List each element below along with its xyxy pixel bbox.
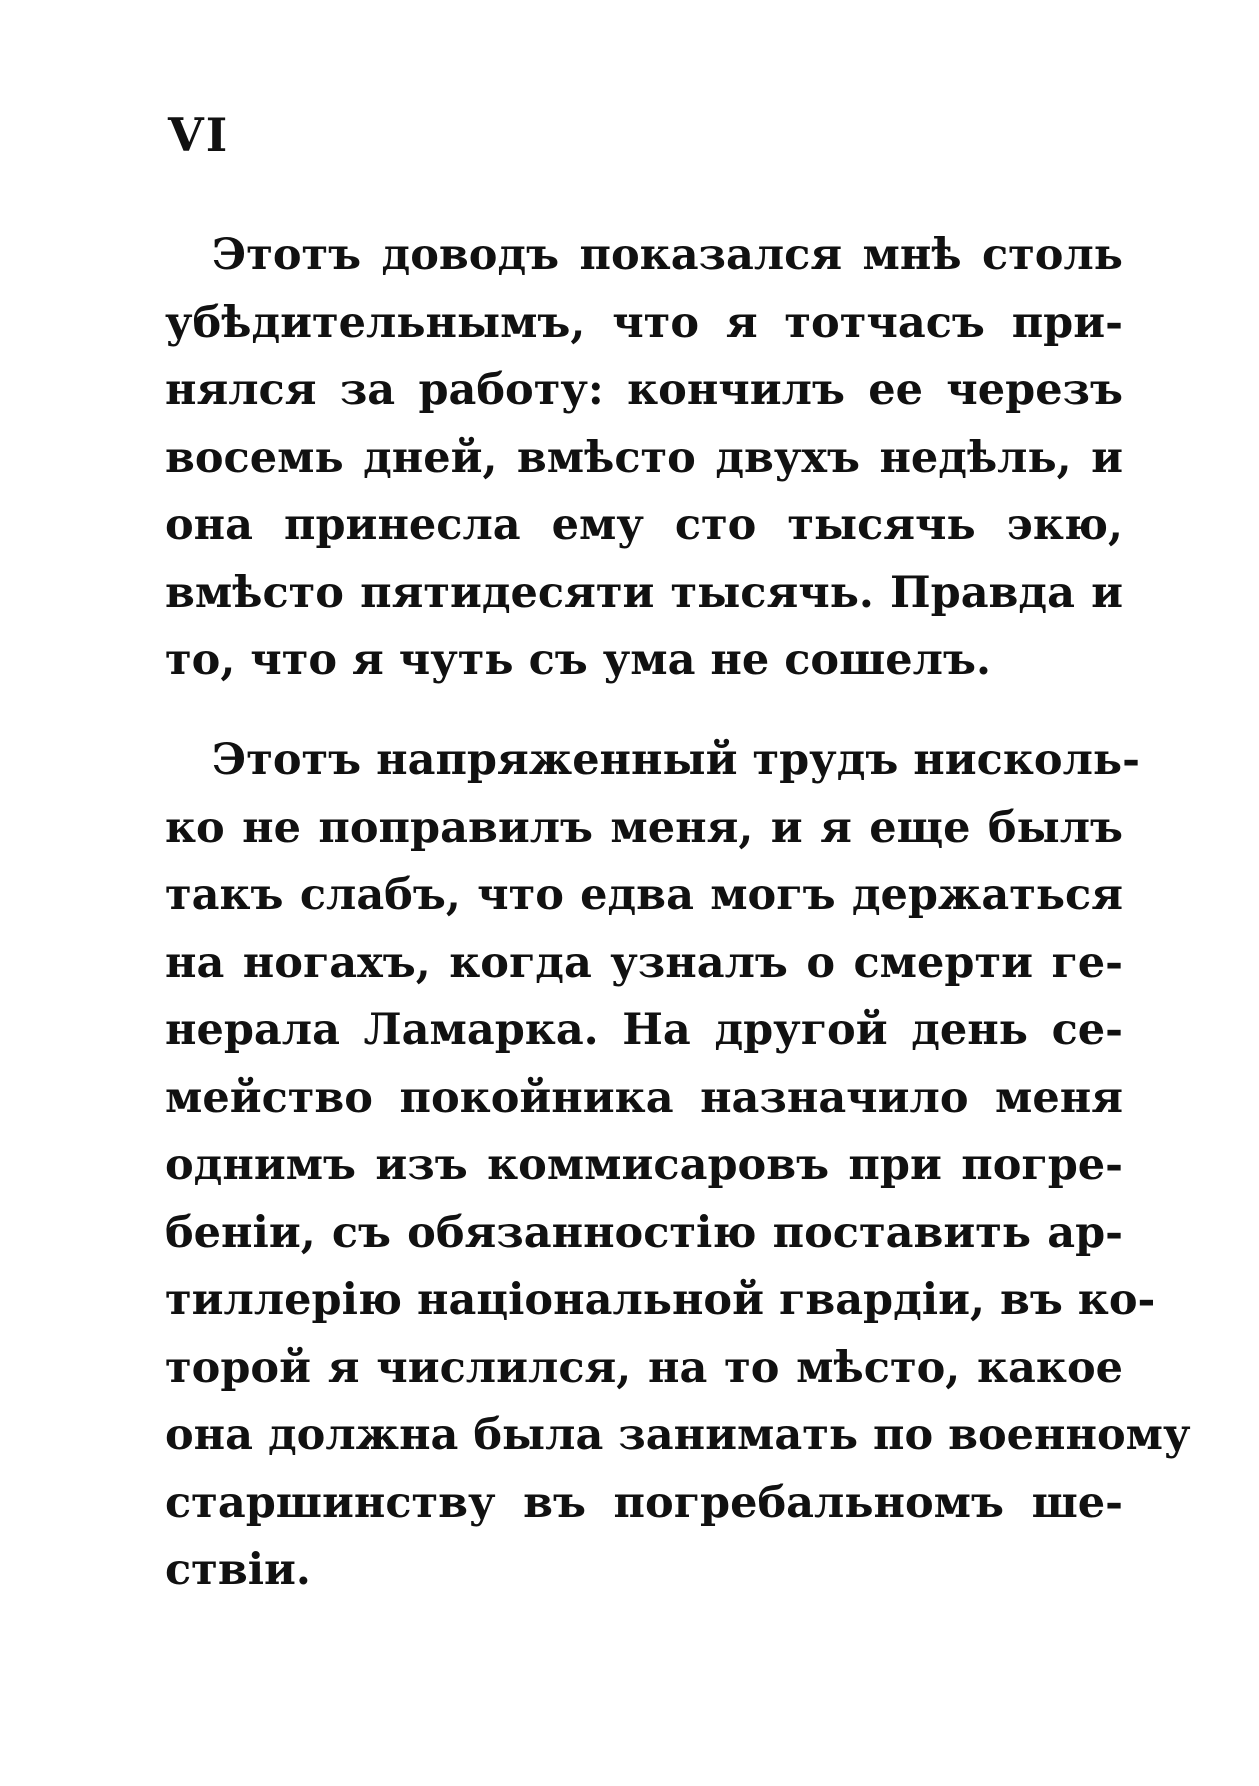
text-line: тиллерію національной гвардіи, въ ко-: [165, 1275, 1156, 1325]
text-line: убѣдительнымъ, что я тотчасъ при-: [165, 297, 1123, 348]
text-line: такъ слабъ, что едва могъ держаться: [165, 870, 1123, 920]
text-line: на ногахъ, когда узналъ о смерти ге-: [165, 937, 1123, 988]
text-line: ко не поправилъ меня, и я еще былъ: [165, 802, 1123, 853]
paragraph-2: [165, 727, 1191, 1605]
paragraph-1: [165, 222, 1123, 695]
text-line: старшинству въ погребальномъ ше-: [165, 1477, 1123, 1528]
text-line: она должна была занимать по военному: [165, 1410, 1191, 1460]
text-line: вмѣсто пятидесяти тысячь. Правда и: [165, 567, 1123, 618]
text-line: то, что я чуть съ ума не сошелъ.: [165, 635, 991, 685]
text-line: она принесла ему сто тысячь экю,: [165, 500, 1123, 550]
text-line: однимъ изъ коммисаровъ при погре-: [165, 1140, 1123, 1190]
text-line: Этотъ доводъ показался мнѣ столь: [212, 230, 1123, 280]
text-line: беніи, съ обязанностію поставить ар-: [165, 1207, 1123, 1258]
page-number: VI: [168, 108, 230, 162]
text-line: нерала Ламарка. На другой день се-: [165, 1005, 1123, 1055]
text-line: нялся за работу: кончилъ ее черезъ: [165, 365, 1123, 415]
text-line: ствіи.: [165, 1545, 311, 1595]
text-line: мейство покойника назначило меня: [165, 1072, 1123, 1123]
text-line: Этотъ напряженный трудъ нисколь-: [212, 735, 1140, 785]
text-line: торой я числился, на то мѣсто, какое: [165, 1342, 1123, 1393]
text-line: восемь дней, вмѣсто двухъ недѣль, и: [165, 432, 1123, 483]
